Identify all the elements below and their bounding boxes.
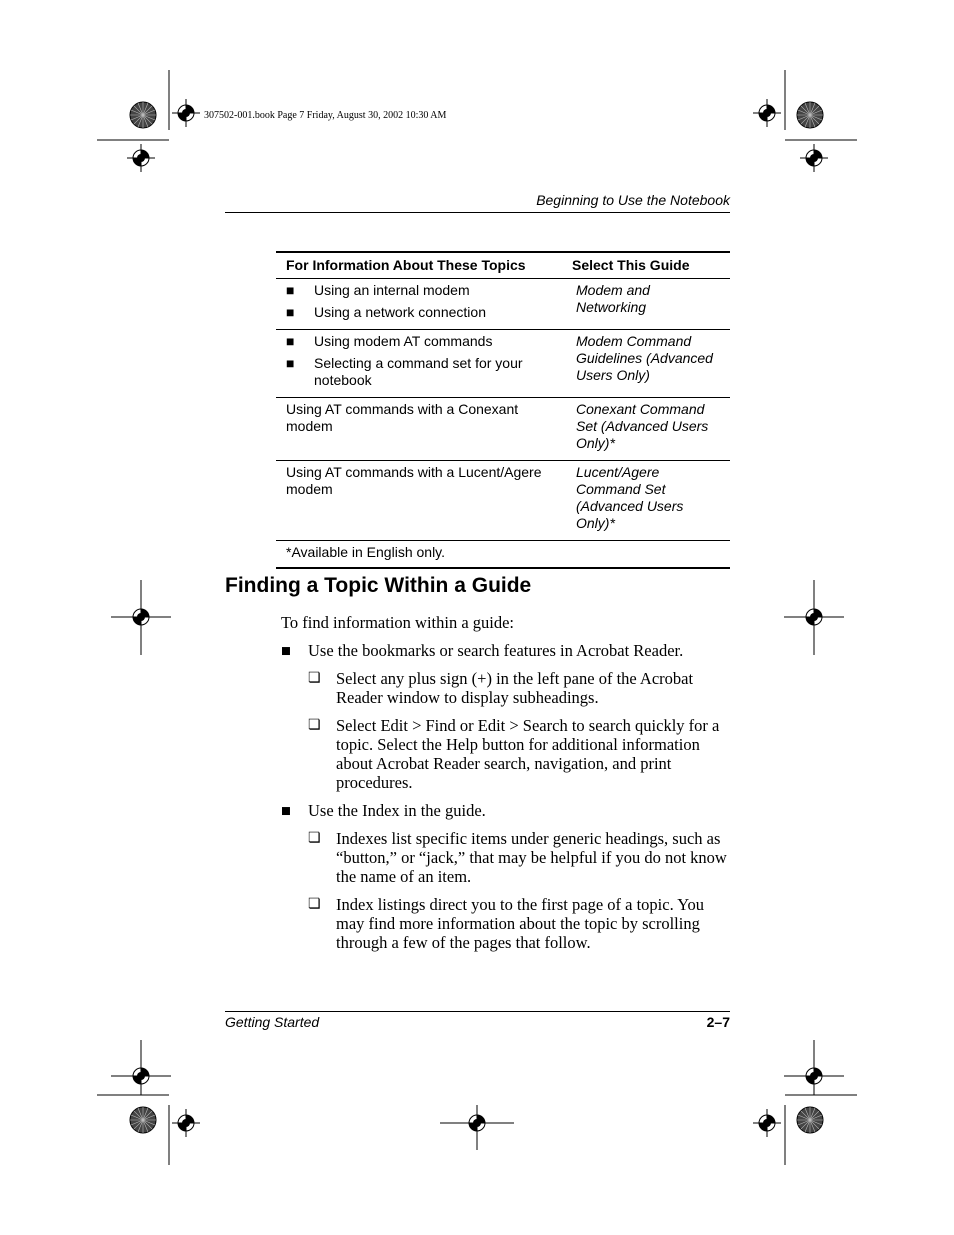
print-slug: 307502-001.book Page 7 Friday, August 30, 2002 10:30 AM (204, 110, 447, 121)
box-bullet-icon: ❏ (308, 671, 321, 686)
column-header-guide: Select This Guide (562, 252, 730, 279)
topics-cell (276, 279, 562, 330)
table-footnote-row (276, 541, 730, 569)
topic-item (286, 304, 552, 321)
box-bullet-icon: ❏ (308, 718, 321, 733)
guide-topics-table (276, 251, 730, 569)
section-body (281, 613, 731, 952)
topic-text: Using modem AT commands (314, 333, 493, 349)
box-bullet-icon: ❏ (308, 831, 321, 846)
header-rule (225, 212, 730, 213)
sub-list-item (281, 895, 731, 952)
topic-text: Using a network connection (314, 304, 486, 320)
guide-cell: Lucent/Agere Command Set (Advanced Users Only)* (562, 461, 730, 541)
section-title: Finding a Topic Within a Guide (225, 574, 532, 597)
square-bullet-icon: ■ (281, 641, 291, 660)
table-footnote: *Available in English only. (276, 541, 730, 569)
topic-text: Selecting a command set for your notebook (314, 355, 523, 388)
guide-cell: Modem Command Guidelines (Advanced Users Only) (562, 330, 730, 398)
list-item-text: Use the bookmarks or search features in Acrobat Reader. (308, 641, 684, 660)
table-row (276, 461, 730, 541)
topic-item (286, 355, 552, 389)
sub-list-item-text: Select any plus sign (+) in the left pane of the Acrobat Reader window to display subheadings. (336, 669, 694, 707)
sub-list-item (281, 716, 731, 792)
topics-cell: Using AT commands with a Lucent/Agere modem (276, 461, 562, 541)
sub-list-item-text: Indexes list specific items under generic headings, such as “button,” or “jack,” that may be helpful if you do not know the name of an item. (336, 829, 727, 886)
page-number: 2–7 (706, 1014, 730, 1030)
square-bullet-icon: ■ (286, 355, 295, 371)
footer-book-title: Getting Started (225, 1014, 320, 1030)
table-row (276, 279, 730, 330)
intro-text: To find information within a guide: (281, 613, 515, 632)
sub-list-item (281, 669, 731, 707)
list-item (281, 801, 731, 820)
table-header-row (276, 252, 730, 279)
sub-list-item (281, 829, 731, 886)
footer-rule (225, 1011, 730, 1012)
running-header: Beginning to Use the Notebook (536, 192, 730, 208)
guide-cell: Modem and Networking (562, 279, 730, 330)
box-bullet-icon: ❏ (308, 897, 321, 912)
table-row (276, 398, 730, 461)
topic-text: Using an internal modem (314, 282, 470, 298)
square-bullet-icon: ■ (286, 282, 295, 298)
square-bullet-icon: ■ (281, 801, 291, 820)
topic-item (286, 333, 552, 350)
square-bullet-icon: ■ (286, 333, 295, 349)
column-header-topics: For Information About These Topics (276, 252, 562, 279)
topic-item (286, 282, 552, 299)
list-item-text: Use the Index in the guide. (308, 801, 486, 820)
sub-list-item-text: Select Edit > Find or Edit > Search to search quickly for a topic. Select the Help button for additional information about Acrobat Reader search, navigation, and print procedures. (336, 716, 720, 792)
table-row (276, 330, 730, 398)
square-bullet-icon: ■ (286, 304, 295, 320)
list-item (281, 641, 731, 660)
topics-cell: Using AT commands with a Conexant modem (276, 398, 562, 461)
guide-cell: Conexant Command Set (Advanced Users Only)* (562, 398, 730, 461)
sub-list-item-text: Index listings direct you to the first page of a topic. You may find more information about the topic by scrolling through a few of the pages that follow. (336, 895, 704, 952)
topics-cell (276, 330, 562, 398)
